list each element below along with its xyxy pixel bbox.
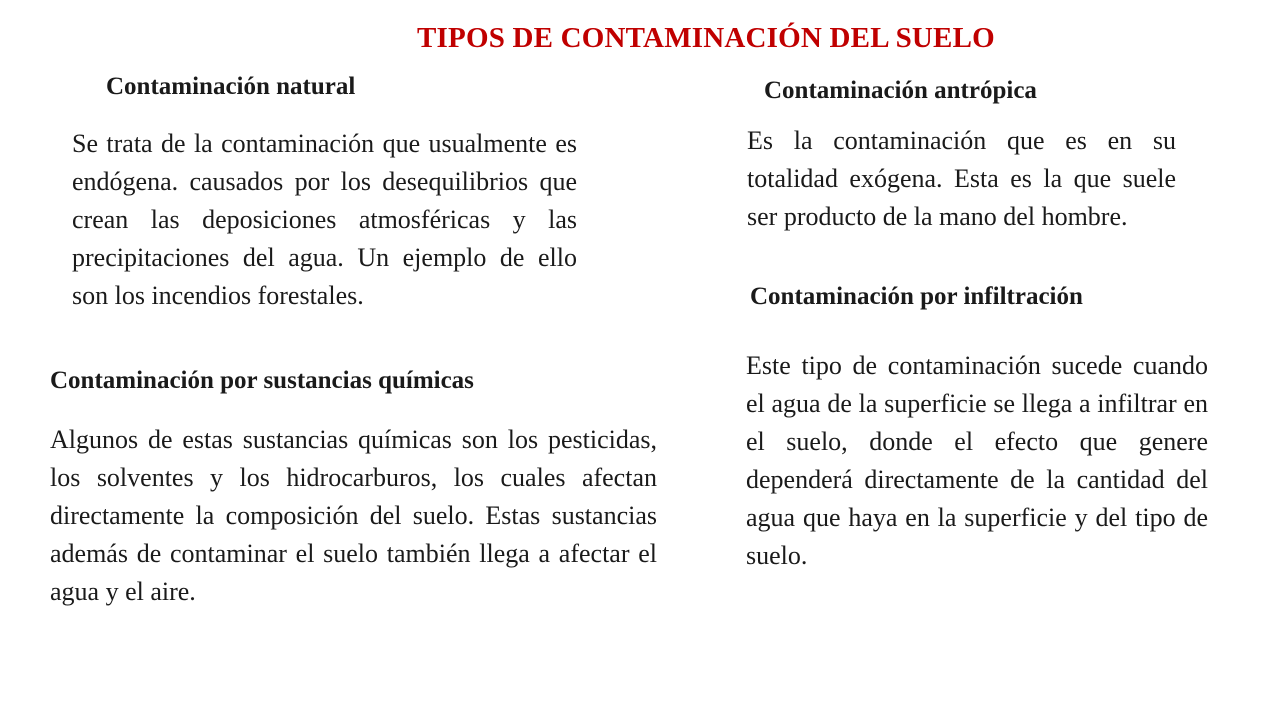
slide-title: TIPOS DE CONTAMINACIÓN DEL SUELO [417,22,995,54]
heading-contaminacion-infiltracion: Contaminación por infiltración [750,283,1083,310]
paragraph-contaminacion-quimicas: Algunos de estas sustancias químicas son los pesticidas, los solventes y los hidrocarburos, los cuales afectan directamente la composición del suelo. Estas sustancias además de contaminar el suelo también llega a afectar el agua y el aire. [50,425,657,606]
heading-contaminacion-antropica: Contaminación antrópica [764,77,1037,104]
heading-contaminacion-quimicas: Contaminación por sustancias químicas [50,367,474,394]
paragraph-contaminacion-antropica: Es la contaminación que es en su totalidad exógena. Esta es la que suele ser producto de la mano del hombre. [747,126,1176,231]
paragraph-contaminacion-natural: Se trata de la contaminación que usualmente es endógena. causados por los desequilibrios que crean las deposiciones atmosféricas y las precipitaciones del agua. Un ejemplo de ello son los incendios forestales. [72,129,577,310]
heading-contaminacion-natural: Contaminación natural [106,73,356,100]
paragraph-contaminacion-infiltracion: Este tipo de contaminación sucede cuando el agua de la superficie se llega a infiltrar en el suelo, donde el efecto que genere dependerá directamente de la cantidad del agua que haya en la superficie y del tipo de suelo. [746,351,1208,570]
